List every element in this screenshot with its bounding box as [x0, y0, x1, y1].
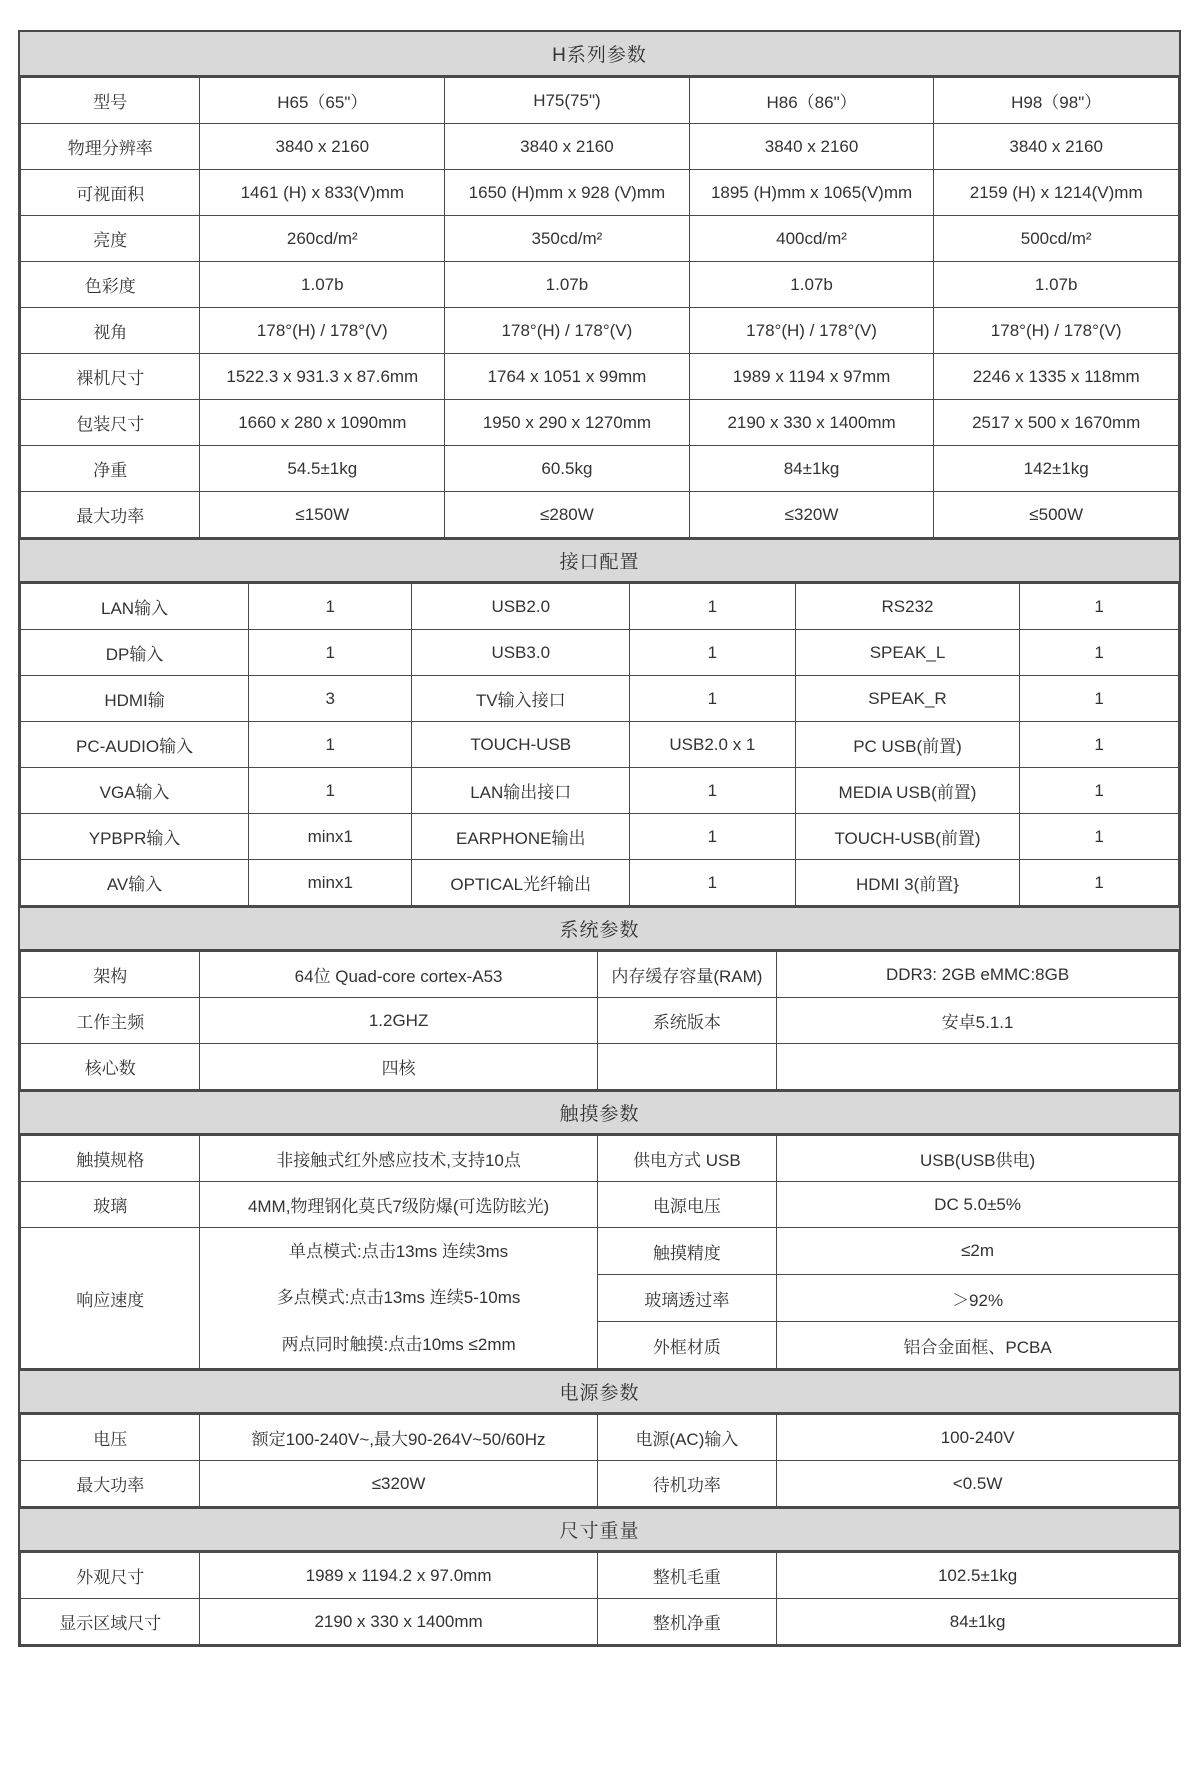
io-value: 3 — [249, 676, 412, 722]
power-value: ≤320W — [200, 1461, 597, 1507]
table-row — [21, 446, 1179, 492]
power-value: <0.5W — [777, 1461, 1179, 1507]
table-row — [21, 170, 1179, 216]
table-row — [21, 1228, 1179, 1275]
spec-value: ≤280W — [445, 492, 690, 538]
spec-value: 2190 x 330 x 1400mm — [689, 400, 934, 446]
response-line: 两点同时触摸:点击10ms ≤2mm — [281, 1335, 516, 1355]
table-row — [21, 216, 1179, 262]
io-value: 1 — [1020, 814, 1179, 860]
spec-value: 1.07b — [689, 262, 934, 308]
spec-value: 2246 x 1335 x 118mm — [934, 354, 1179, 400]
io-label: SPEAK_L — [795, 630, 1020, 676]
table-row — [21, 768, 1179, 814]
dim-value: 2190 x 330 x 1400mm — [200, 1599, 597, 1645]
spec-value: 350cd/m² — [445, 216, 690, 262]
sys-label: 架构 — [21, 952, 200, 998]
sys-label — [597, 1044, 776, 1090]
dim-label: 显示区域尺寸 — [21, 1599, 200, 1645]
io-value: 1 — [249, 584, 412, 630]
io-label: TV输入接口 — [412, 676, 630, 722]
spec-value: 1.07b — [200, 262, 445, 308]
spec-label: 裸机尺寸 — [21, 354, 200, 400]
response-line: 单点模式:点击13ms 连续3ms — [289, 1241, 509, 1261]
io-label: MEDIA USB(前置) — [795, 768, 1020, 814]
table-row — [21, 354, 1179, 400]
table-row — [21, 78, 1179, 124]
io-label: HDMI输 — [21, 676, 249, 722]
io-label: LAN输入 — [21, 584, 249, 630]
sys-value: 安卓5.1.1 — [777, 998, 1179, 1044]
sys-label: 内存缓存容量(RAM) — [597, 952, 776, 998]
spec-value: 3840 x 2160 — [689, 124, 934, 170]
spec-value: H75(75") — [445, 78, 690, 124]
sys-value: 64位 Quad-core cortex-A53 — [200, 952, 597, 998]
spec-value: H98（98"） — [934, 78, 1179, 124]
spec-value: 2517 x 500 x 1670mm — [934, 400, 1179, 446]
io-value: 1 — [1020, 860, 1179, 906]
power-label: 电压 — [21, 1415, 200, 1461]
io-value: 1 — [1020, 676, 1179, 722]
spec-label: 亮度 — [21, 216, 200, 262]
dim-value: 1989 x 1194.2 x 97.0mm — [200, 1553, 597, 1599]
spec-value: 1950 x 290 x 1270mm — [445, 400, 690, 446]
power-label: 电源(AC)输入 — [597, 1415, 776, 1461]
io-label: VGA输入 — [21, 768, 249, 814]
section-header-dimensions: 尺寸重量 — [20, 1507, 1179, 1552]
series-table — [20, 77, 1179, 538]
spec-table — [18, 30, 1181, 1647]
spec-value: 1.07b — [934, 262, 1179, 308]
table-row — [21, 308, 1179, 354]
io-value: 1 — [249, 768, 412, 814]
spec-label: 净重 — [21, 446, 200, 492]
spec-value: 1522.3 x 931.3 x 87.6mm — [200, 354, 445, 400]
table-row — [21, 952, 1179, 998]
io-label: YPBPR输入 — [21, 814, 249, 860]
io-label: DP输入 — [21, 630, 249, 676]
touch-value: 铝合金面框、PCBA — [777, 1322, 1179, 1369]
touch-value: 非接触式红外感应技术,支持10点 — [200, 1136, 597, 1182]
table-row — [21, 1553, 1179, 1599]
spec-value: H65（65"） — [200, 78, 445, 124]
touch-label: 供电方式 USB — [597, 1136, 776, 1182]
table-row — [21, 1182, 1179, 1228]
io-label: OPTICAL光纤输出 — [412, 860, 630, 906]
io-label: PC USB(前置) — [795, 722, 1020, 768]
io-label: LAN输出接口 — [412, 768, 630, 814]
touch-label: 玻璃 — [21, 1182, 200, 1228]
io-value: 1 — [1020, 630, 1179, 676]
section-header-interface: 接口配置 — [20, 538, 1179, 583]
power-table — [20, 1414, 1179, 1507]
system-table — [20, 951, 1179, 1090]
touch-label: 玻璃透过率 — [597, 1275, 776, 1322]
touch-label: 触摸精度 — [597, 1228, 776, 1275]
table-row — [21, 1599, 1179, 1645]
sys-value: DDR3: 2GB eMMC:8GB — [777, 952, 1179, 998]
io-value: 1 — [1020, 722, 1179, 768]
spec-label: 物理分辨率 — [21, 124, 200, 170]
sys-value: 四核 — [200, 1044, 597, 1090]
spec-value: 400cd/m² — [689, 216, 934, 262]
touch-label: 外框材质 — [597, 1322, 776, 1369]
table-row — [21, 124, 1179, 170]
sys-label: 核心数 — [21, 1044, 200, 1090]
touch-value: ≤2m — [777, 1228, 1179, 1275]
touch-label: 电源电压 — [597, 1182, 776, 1228]
io-value: 1 — [630, 676, 796, 722]
spec-label: 可视面积 — [21, 170, 200, 216]
io-label: TOUCH-USB(前置) — [795, 814, 1020, 860]
power-value: 额定100-240V~,最大90-264V~50/60Hz — [200, 1415, 597, 1461]
sys-value: 1.2GHZ — [200, 998, 597, 1044]
spec-value: 142±1kg — [934, 446, 1179, 492]
table-row — [21, 1044, 1179, 1090]
spec-value: 2159 (H) x 1214(V)mm — [934, 170, 1179, 216]
dim-label: 整机毛重 — [597, 1553, 776, 1599]
spec-value: ≤500W — [934, 492, 1179, 538]
sys-value — [777, 1044, 1179, 1090]
touch-table — [20, 1135, 1179, 1369]
touch-value: ＞92% — [777, 1275, 1179, 1322]
io-label: EARPHONE输出 — [412, 814, 630, 860]
spec-value: 260cd/m² — [200, 216, 445, 262]
io-label: HDMI 3(前置} — [795, 860, 1020, 906]
power-label: 待机功率 — [597, 1461, 776, 1507]
table-row — [21, 492, 1179, 538]
io-value: 1 — [249, 630, 412, 676]
spec-label: 型号 — [21, 78, 200, 124]
spec-value: 60.5kg — [445, 446, 690, 492]
response-speed-label: 响应速度 — [21, 1228, 200, 1369]
touch-value: 4MM,物理钢化莫氏7级防爆(可选防眩光) — [200, 1182, 597, 1228]
spec-value: 84±1kg — [689, 446, 934, 492]
io-value: 1 — [630, 860, 796, 906]
io-label: RS232 — [795, 584, 1020, 630]
io-label: USB2.0 — [412, 584, 630, 630]
io-label: AV输入 — [21, 860, 249, 906]
section-header-power: 电源参数 — [20, 1369, 1179, 1414]
touch-value: DC 5.0±5% — [777, 1182, 1179, 1228]
spec-label: 最大功率 — [21, 492, 200, 538]
io-value: USB2.0 x 1 — [630, 722, 796, 768]
spec-value: 3840 x 2160 — [445, 124, 690, 170]
spec-value: 178°(H) / 178°(V) — [934, 308, 1179, 354]
table-row — [21, 262, 1179, 308]
table-row — [21, 814, 1179, 860]
interface-table — [20, 583, 1179, 906]
io-label: SPEAK_R — [795, 676, 1020, 722]
spec-value: 3840 x 2160 — [200, 124, 445, 170]
table-row — [21, 1136, 1179, 1182]
sys-label: 工作主频 — [21, 998, 200, 1044]
spec-value: 1461 (H) x 833(V)mm — [200, 170, 445, 216]
table-row — [21, 400, 1179, 446]
table-row — [21, 630, 1179, 676]
table-row — [21, 584, 1179, 630]
touch-value: USB(USB供电) — [777, 1136, 1179, 1182]
section-header-touch: 触摸参数 — [20, 1090, 1179, 1135]
spec-label: 包装尺寸 — [21, 400, 200, 446]
sys-label: 系统版本 — [597, 998, 776, 1044]
io-value: 1 — [630, 814, 796, 860]
power-label: 最大功率 — [21, 1461, 200, 1507]
io-value: minx1 — [249, 860, 412, 906]
power-value: 100-240V — [777, 1415, 1179, 1461]
spec-value: 1650 (H)mm x 928 (V)mm — [445, 170, 690, 216]
spec-value: 3840 x 2160 — [934, 124, 1179, 170]
response-speed-cell — [200, 1228, 597, 1369]
touch-label: 触摸规格 — [21, 1136, 200, 1182]
table-row — [21, 998, 1179, 1044]
spec-value: 178°(H) / 178°(V) — [445, 308, 690, 354]
io-label: TOUCH-USB — [412, 722, 630, 768]
dim-value: 102.5±1kg — [777, 1553, 1179, 1599]
table-row — [21, 1415, 1179, 1461]
spec-value: 178°(H) / 178°(V) — [200, 308, 445, 354]
spec-value: 1660 x 280 x 1090mm — [200, 400, 445, 446]
dim-value: 84±1kg — [777, 1599, 1179, 1645]
section-header-system: 系统参数 — [20, 906, 1179, 951]
spec-label: 色彩度 — [21, 262, 200, 308]
spec-value: H86（86"） — [689, 78, 934, 124]
spec-value: ≤150W — [200, 492, 445, 538]
spec-value: 1989 x 1194 x 97mm — [689, 354, 934, 400]
spec-value: 500cd/m² — [934, 216, 1179, 262]
dim-label: 整机净重 — [597, 1599, 776, 1645]
section-header-series: H系列参数 — [20, 32, 1179, 77]
table-row — [21, 860, 1179, 906]
io-value: 1 — [1020, 768, 1179, 814]
table-row — [21, 1461, 1179, 1507]
io-label: PC-AUDIO输入 — [21, 722, 249, 768]
io-value: 1 — [630, 630, 796, 676]
spec-label: 视角 — [21, 308, 200, 354]
io-label: USB3.0 — [412, 630, 630, 676]
spec-value: 1895 (H)mm x 1065(V)mm — [689, 170, 934, 216]
io-value: 1 — [630, 584, 796, 630]
io-value: 1 — [1020, 584, 1179, 630]
io-value: minx1 — [249, 814, 412, 860]
table-row — [21, 722, 1179, 768]
spec-value: 1764 x 1051 x 99mm — [445, 354, 690, 400]
io-value: 1 — [249, 722, 412, 768]
spec-value: 178°(H) / 178°(V) — [689, 308, 934, 354]
dimensions-table — [20, 1552, 1179, 1645]
io-value: 1 — [630, 768, 796, 814]
spec-value: ≤320W — [689, 492, 934, 538]
spec-value: 1.07b — [445, 262, 690, 308]
table-row — [21, 676, 1179, 722]
response-line: 多点模式:点击13ms 连续5-10ms — [276, 1288, 521, 1308]
dim-label: 外观尺寸 — [21, 1553, 200, 1599]
spec-value: 54.5±1kg — [200, 446, 445, 492]
